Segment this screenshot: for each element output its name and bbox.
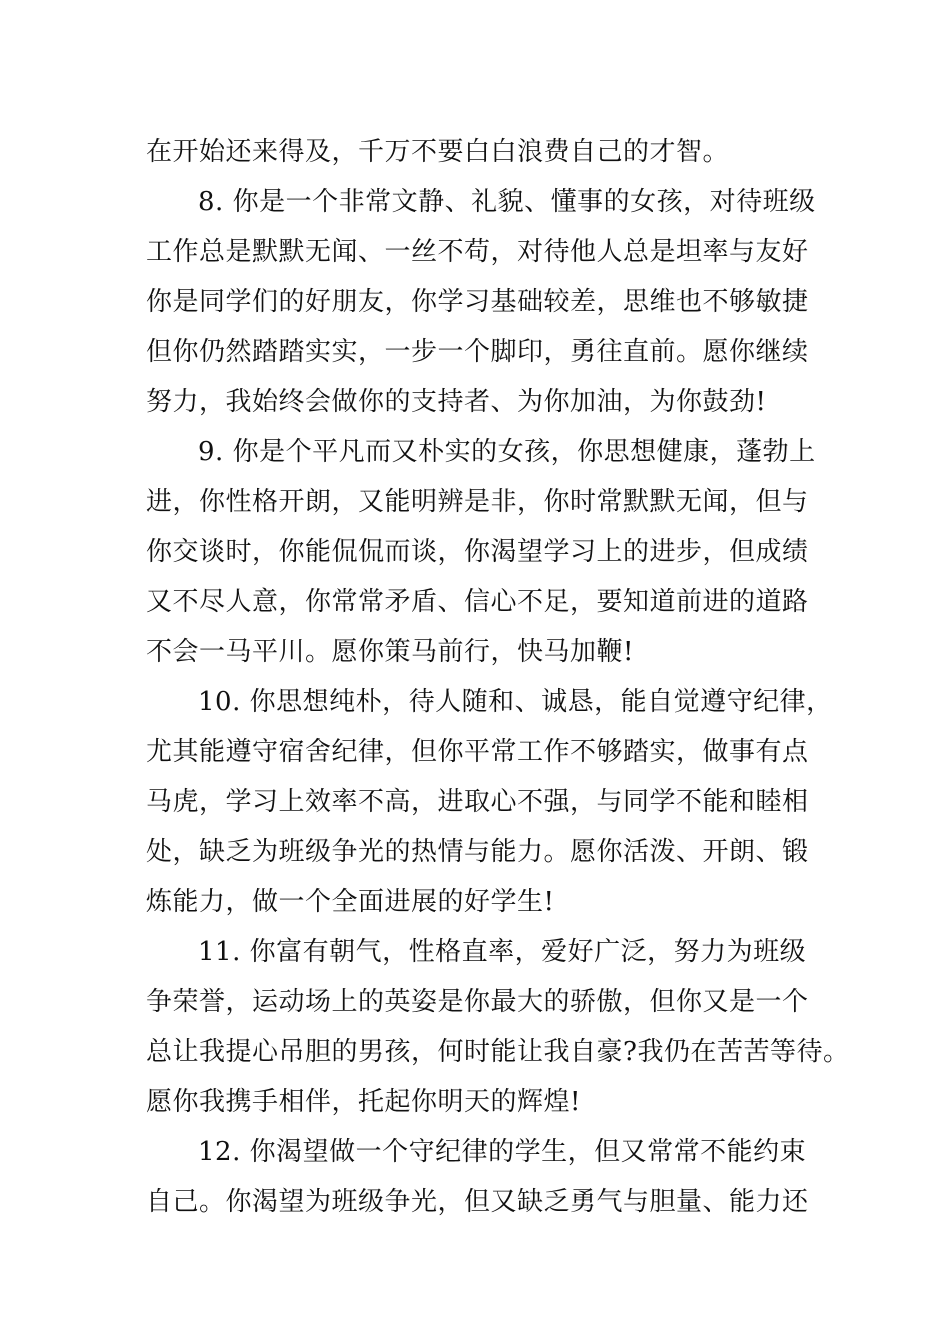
text-line: 你是同学们的好朋友，你学习基础较差，思维也不够敏捷 [146,287,809,317]
text-line: 在开始还来得及，千万不要白白浪费自己的才智。 [146,137,730,167]
text-line: 马虎，学习上效率不高，进取心不强，与同学不能和睦相 [146,787,809,817]
text-line: 但你仍然踏踏实实，一步一个脚印，勇往直前。愿你继续 [146,337,809,367]
text-line: 炼能力，做一个全面进展的好学生! [146,887,555,917]
text-line: 处，缺乏为班级争光的热情与能力。愿你活泼、开朗、锻 [146,837,809,867]
paragraph-12-first-line: 12. 你渴望做一个守纪律的学生，但又常常不能约束 [198,1137,807,1167]
paragraph-10-first-line: 10. 你思想纯朴，待人随和、诚恳，能自觉遵守纪律， [198,687,833,717]
text-line: 又不尽人意，你常常矛盾、信心不足，要知道前进的道路 [146,587,809,617]
text-line: 愿你我携手相伴，托起你明天的辉煌! [146,1087,581,1117]
text-line: 总让我提心吊胆的男孩，何时能让我自豪?我仍在苦苦等待。 [146,1037,850,1067]
text-line: 你交谈时，你能侃侃而谈，你渴望学习上的进步，但成绩 [146,537,809,567]
text-line: 努力，我始终会做你的支持者、为你加油，为你鼓劲! [146,387,767,417]
paragraph-9-first-line: 9. 你是个平凡而又朴实的女孩，你思想健康，蓬勃上 [198,437,816,467]
text-line: 工作总是默默无闻、一丝不苟，对待他人总是坦率与友好 [146,237,809,267]
paragraph-11-first-line: 11. 你富有朝气，性格直率，爱好广泛，努力为班级 [198,937,807,967]
text-line: 进，你性格开朗，又能明辨是非，你时常默默无闻，但与 [146,487,809,517]
text-line: 尤其能遵守宿舍纪律，但你平常工作不够踏实，做事有点 [146,737,809,767]
document-body [146,127,850,1227]
text-line: 自己。你渴望为班级争光，但又缺乏勇气与胆量、能力还 [146,1187,809,1217]
text-line: 不会一马平川。愿你策马前行，快马加鞭! [146,637,634,667]
paragraph-8-first-line: 8. 你是一个非常文静、礼貌、懂事的女孩，对待班级 [198,187,816,217]
text-line: 争荣誉，运动场上的英姿是你最大的骄傲，但你又是一个 [146,987,809,1017]
